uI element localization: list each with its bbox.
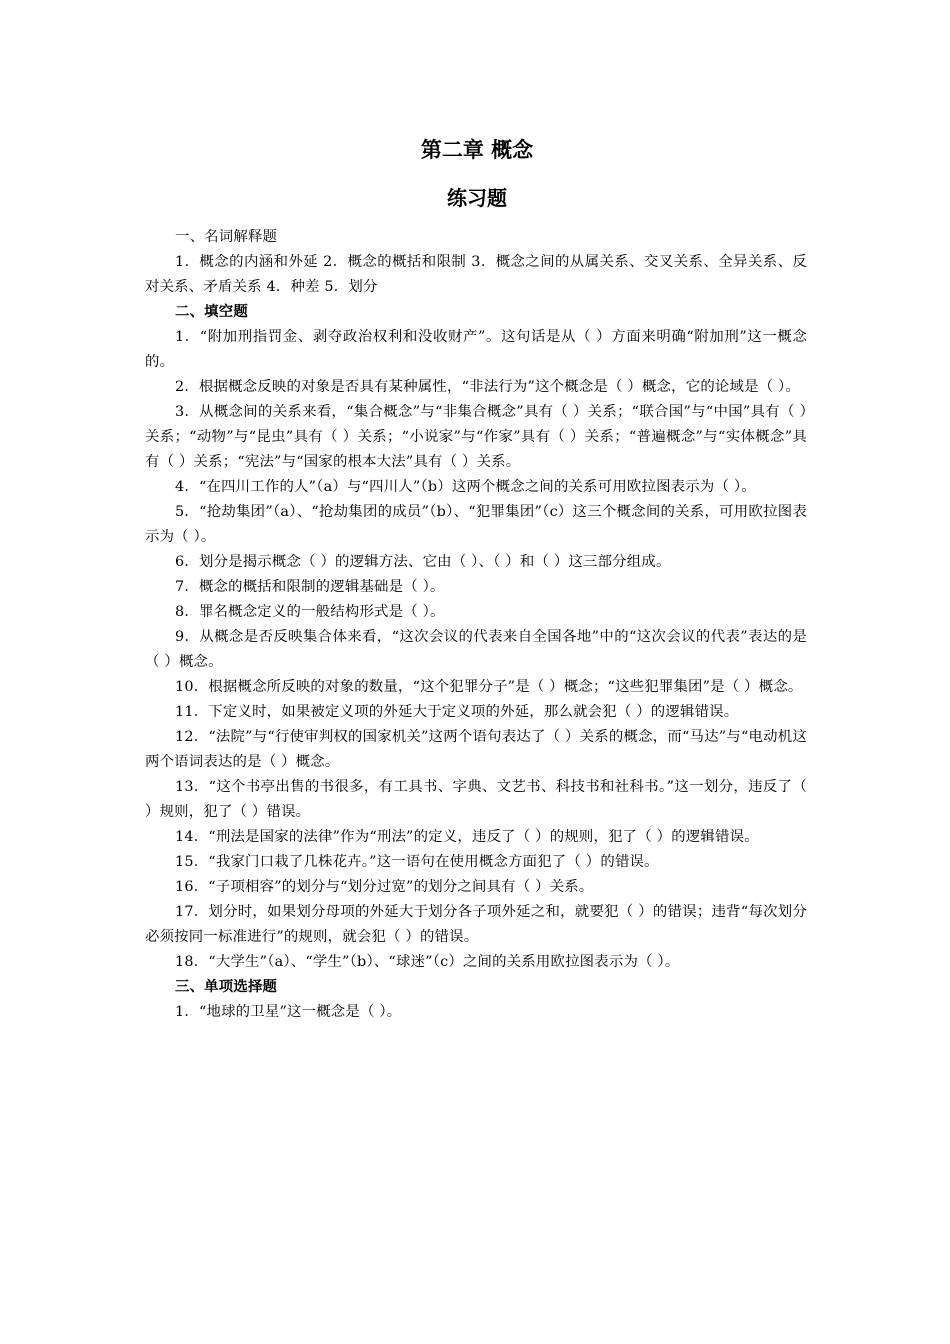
list-item: 5．“抢劫集团”（a）、“抢劫集团的成员”（b）、“犯罪集团”（c）这三个概念间的关系，可用欧拉图表示为（ ）。 bbox=[145, 504, 807, 545]
list-item: 1．“附加刑指罚金、剥夺政治权利和没收财产”。这句话是从（ ）方面来明确“附加刑”这一概念的。 bbox=[145, 329, 807, 370]
list-item: 8．罪名概念定义的一般结构形式是（ ）。 bbox=[175, 604, 445, 620]
list-item: 14．“刑法是国家的法律”作为“刑法”的定义，违反了（ ）的规则，犯了（ ）的逻辑错误。 bbox=[175, 829, 759, 845]
section-heading-terms: 一、名词解释题 bbox=[175, 229, 278, 245]
list-item: 13．“这个书亭出售的书很多，有工具书、字典、文艺书、科技书和社科书。”这一划分，违反了（ ）规则，犯了（ ）错误。 bbox=[145, 779, 807, 820]
list-item: 9．从概念是否反映集合体来看，“这次会议的代表来自全国各地”中的“这次会议的代表”表达的是（ ）概念。 bbox=[145, 629, 807, 670]
list-item: 11．下定义时，如果被定义项的外延大于定义项的外延，那么就会犯（ ）的逻辑错误。 bbox=[175, 704, 739, 720]
list-item: 12．“法院”与“行使审判权的国家机关”这两个语句表达了（ ）关系的概念，而“马达”与“电动机这两个语词表达的是（ ）概念。 bbox=[145, 729, 807, 770]
list-item: 15．“我家门口栽了几株花卉。”这一语句在使用概念方面犯了（ ）的错误。 bbox=[175, 854, 659, 870]
list-item: 10．根据概念所反映的对象的数量，“这个犯罪分子”是（ ）概念；“这些犯罪集团”是（ ）概念。 bbox=[175, 679, 803, 695]
list-item: 1．“地球的卫星”这一概念是（ ）。 bbox=[175, 1004, 402, 1020]
list-item: 4．“在四川工作的人”（a）与“四川人”（b）这两个概念之间的关系可用欧拉图表示为（ ）。 bbox=[175, 479, 756, 495]
section-heading-single-choice: 三、单项选择题 bbox=[175, 979, 278, 995]
list-item: 3．从概念间的关系来看，“集合概念”与“非集合概念”具有（ ）关系；“联合国”与“中国”具有（ ）关系；“动物”与“昆虫”具有（ ）关系；“小说家”与“作家”具有（ ）关系；“普遍概念”与“实体概念”具有（ ）关系；“宪法”与“国家的根本大法”具有（ ）关系。 bbox=[145, 404, 807, 470]
section-heading-fill-blank: 二、填空题 bbox=[175, 304, 248, 320]
chapter-title: 第二章 概念 bbox=[420, 138, 534, 162]
list-item: 2．根据概念反映的对象是否具有某种属性，“非法行为”这个概念是（ ）概念，它的论域是（ ）。 bbox=[175, 379, 801, 395]
list-item: 6．划分是揭示概念（ ）的逻辑方法、它由（ ）、（ ）和（ ）这三部分组成。 bbox=[175, 554, 671, 570]
list-item: 7．概念的概括和限制的逻辑基础是（ ）。 bbox=[175, 579, 445, 595]
list-item: 18．“大学生”（a）、“学生”（b）、“球迷”（c）之间的关系用欧拉图表示为（ ）。 bbox=[175, 954, 680, 970]
document-body bbox=[145, 225, 807, 1025]
document-page bbox=[145, 135, 807, 1025]
list-item: 17．划分时，如果划分母项的外延大于划分各子项外延之和，就要犯（ ）的错误；违背“每次划分必须按同一标准进行”的规则，就会犯（ ）的错误。 bbox=[145, 904, 807, 945]
exercise-subtitle: 练习题 bbox=[447, 186, 507, 210]
list-item: 1．概念的内涵和外延 2．概念的概括和限制 3．概念之间的从属关系、交叉关系、全异关系、反对关系、矛盾关系 4．种差 5．划分 bbox=[145, 254, 807, 295]
list-item: 16．“子项相容”的划分与“划分过宽”的划分之间具有（ ）关系。 bbox=[175, 879, 594, 895]
